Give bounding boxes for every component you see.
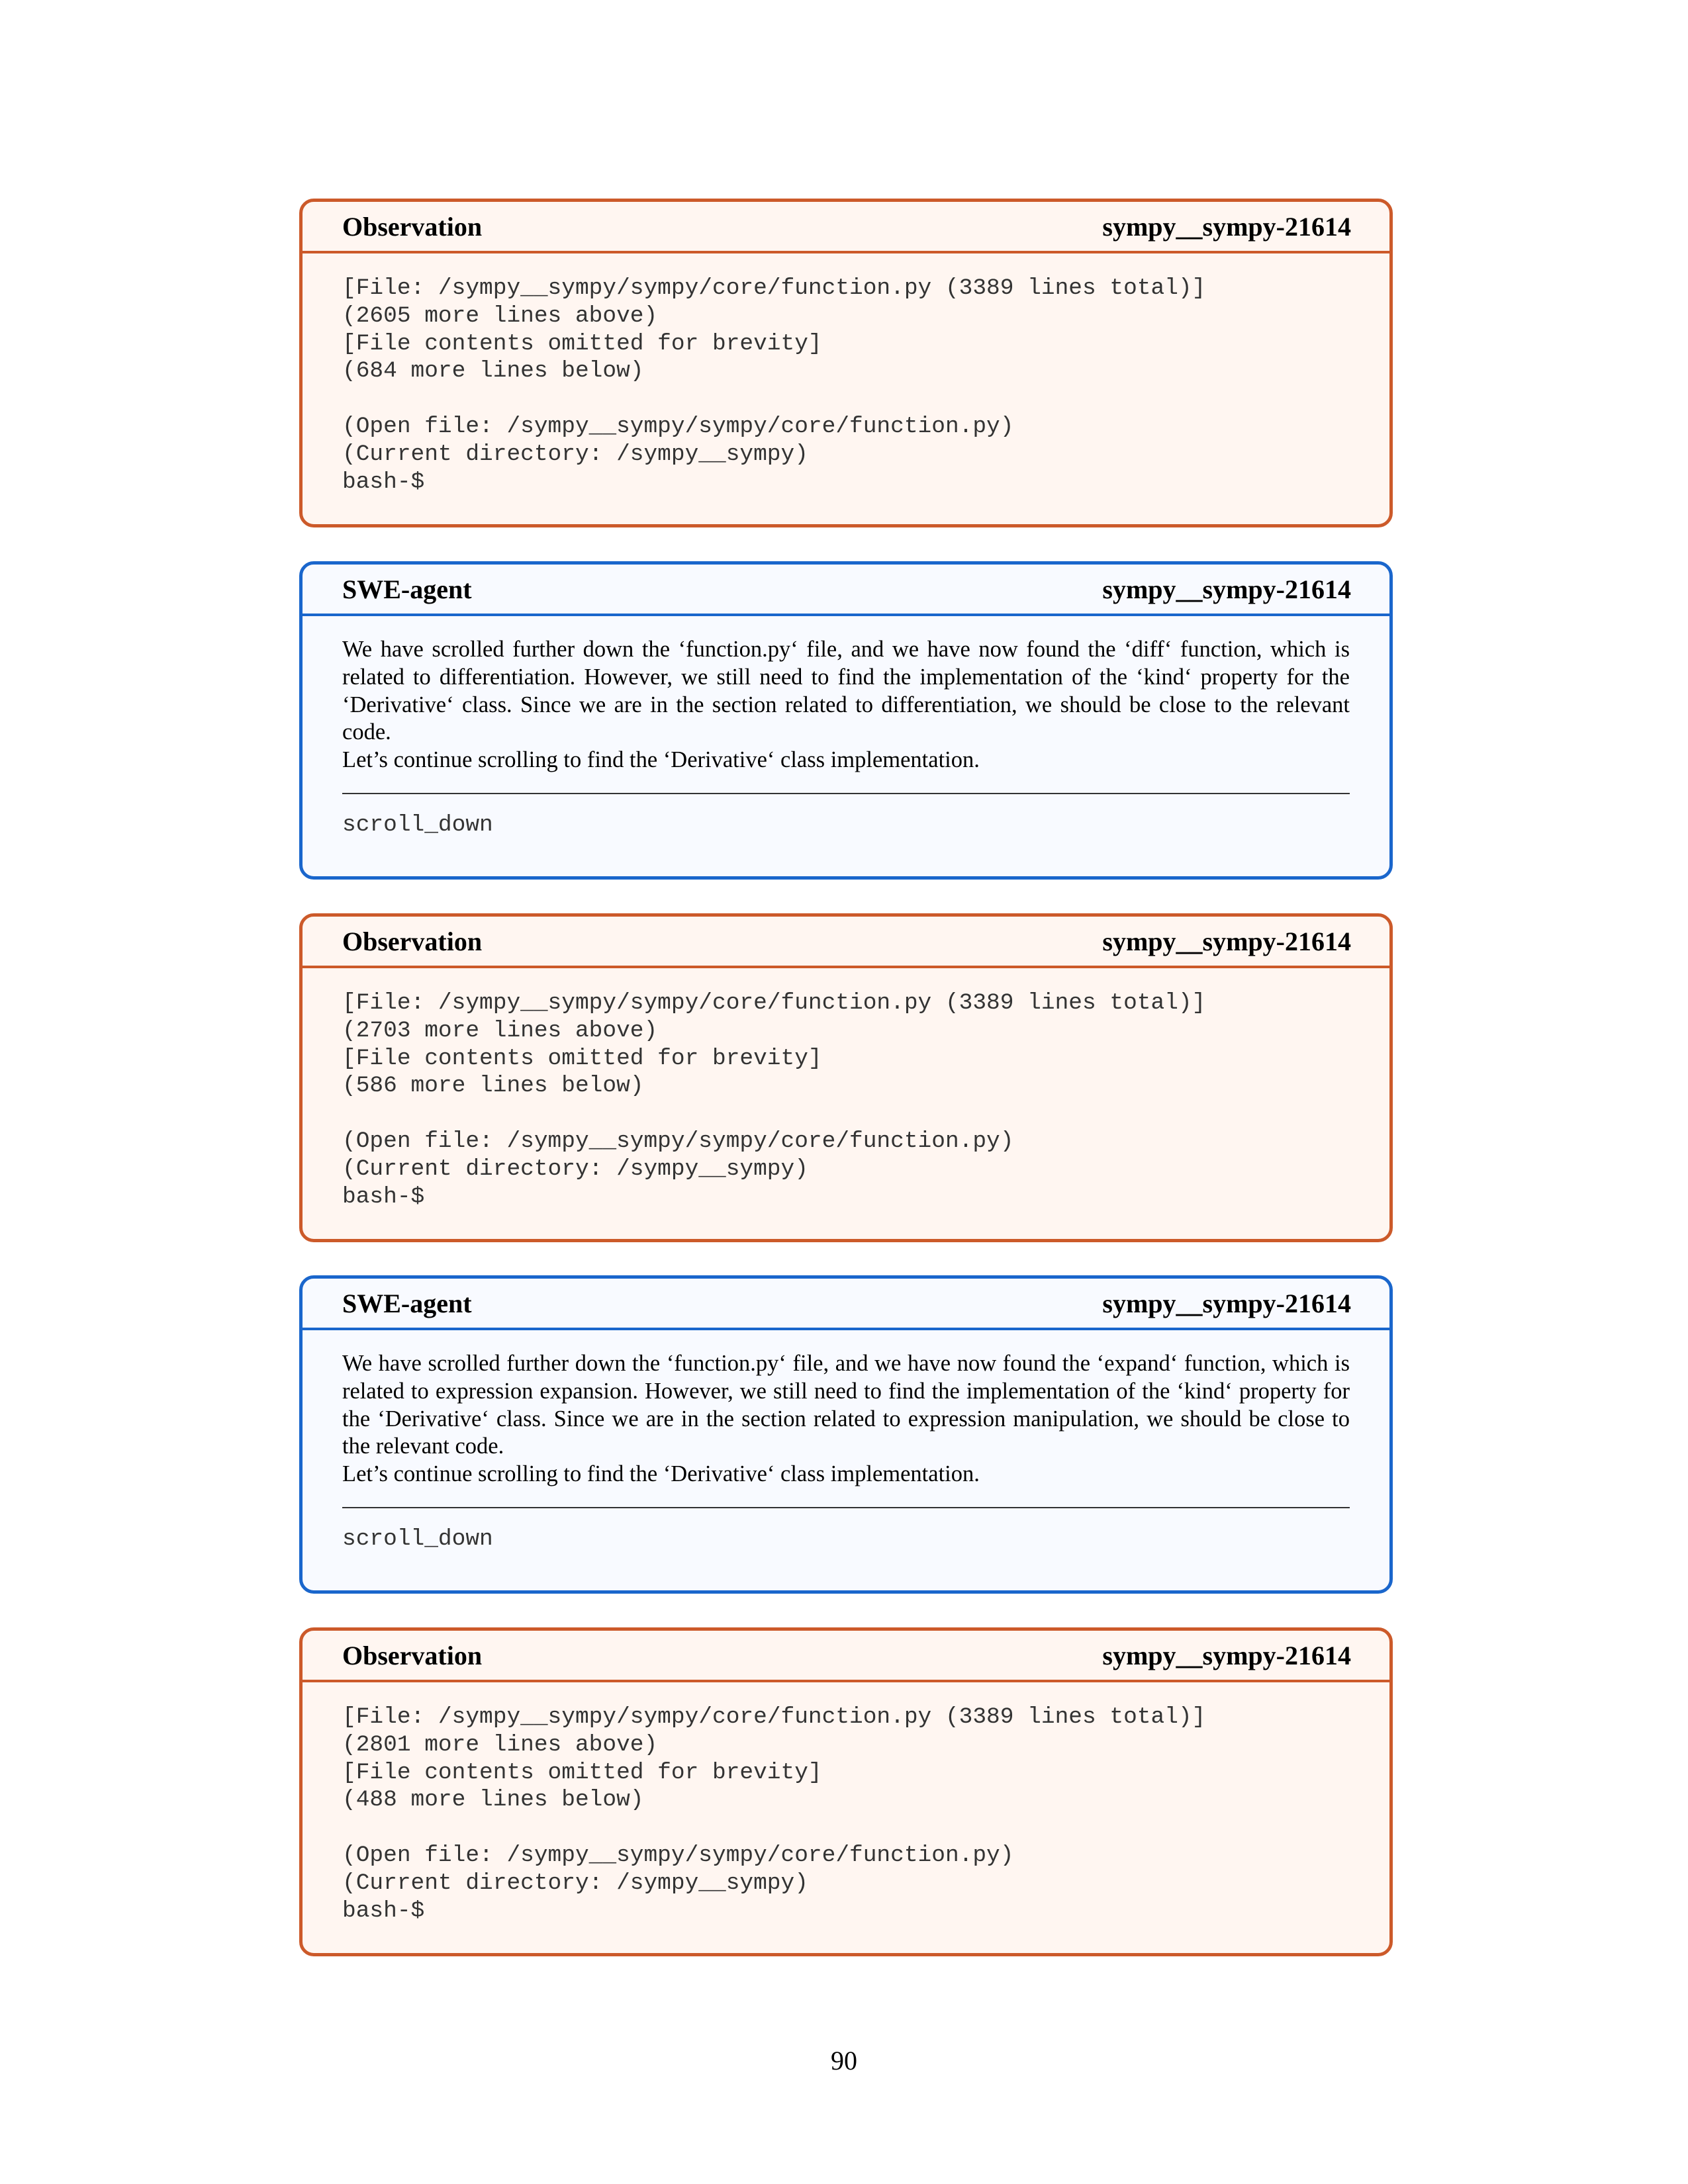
thought-paragraph: Let’s continue scrolling to find the ‘Derivative‘ class implementation. (342, 1461, 980, 1487)
agent-thought (303, 1330, 1389, 1488)
observation-box (299, 1627, 1393, 1956)
observation-box (299, 913, 1393, 1242)
agent-box (299, 1275, 1393, 1594)
box-header (303, 917, 1389, 968)
instance-id: sympy__sympy-21614 (1102, 211, 1351, 242)
page-number: 90 (831, 2046, 857, 2075)
thought-paragraph: We have scrolled further down the ‘function.py‘ file, and we have now found the ‘diff‘ function, which is related to differentiation. However, we still need to find the implementation of the ‘kind‘ property for the ‘Derivative‘ class. Since we are in the section related to differentiation, we should be close to the relevant code. (342, 637, 1350, 745)
box-header (303, 202, 1389, 253)
thought-paragraph: We have scrolled further down the ‘function.py‘ file, and we have now found the ‘expand‘ function, which is related to expression expansion. However, we still need to find the implementation of the ‘kind‘ property for the ‘Derivative‘ class. Since we are in the section related to expression manipulation, we should be close to the relevant code. (342, 1351, 1350, 1459)
box-title: SWE-agent (342, 1288, 472, 1318)
instance-id: sympy__sympy-21614 (1102, 1288, 1351, 1318)
box-header (303, 565, 1389, 616)
observation-output: [File: /sympy__sympy/sympy/core/function.py (3389 lines total)] (2703 more lines above) [File contents omitted for brevity] (586 more lines below) (Open file: /sympy__sympy/sympy/core/function.py) (Current directory: /sympy__sympy) bash-$ (342, 990, 1206, 1210)
observation-box (299, 199, 1393, 527)
box-title: Observation (342, 211, 483, 242)
box-header (303, 1279, 1389, 1330)
agent-command: scroll_down (342, 1525, 493, 1552)
agent-box (299, 561, 1393, 880)
instance-id: sympy__sympy-21614 (1102, 1640, 1351, 1670)
observation-output: [File: /sympy__sympy/sympy/core/function.py (3389 lines total)] (2801 more lines above) [File contents omitted for brevity] (488 more lines below) (Open file: /sympy__sympy/sympy/core/function.py) (Current directory: /sympy__sympy) bash-$ (342, 1704, 1206, 1924)
box-title: Observation (342, 926, 483, 956)
box-title: Observation (342, 1640, 483, 1670)
instance-id: sympy__sympy-21614 (1102, 926, 1351, 956)
box-title: SWE-agent (342, 574, 472, 604)
agent-thought (303, 616, 1389, 774)
observation-output: [File: /sympy__sympy/sympy/core/function.py (3389 lines total)] (2605 more lines above) [File contents omitted for brevity] (684 more lines below) (Open file: /sympy__sympy/sympy/core/function.py) (Current directory: /sympy__sympy) bash-$ (342, 275, 1206, 495)
agent-command: scroll_down (342, 811, 493, 838)
instance-id: sympy__sympy-21614 (1102, 574, 1351, 604)
thought-paragraph: Let’s continue scrolling to find the ‘Derivative‘ class implementation. (342, 747, 980, 773)
box-header (303, 1631, 1389, 1682)
